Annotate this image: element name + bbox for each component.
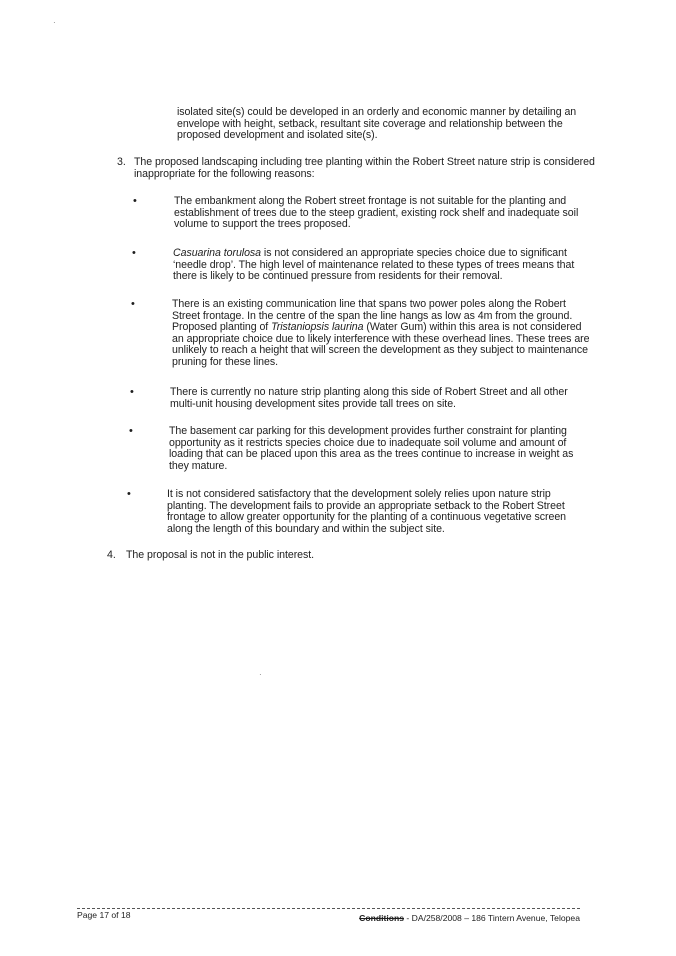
item-3-number: 3. bbox=[117, 156, 126, 168]
species-name: Tristaniopsis laurina bbox=[271, 321, 364, 334]
bullet-4-text: There is currently no nature strip planting along this side of Robert Street and all other multi-unit housing development sites provide tall trees on site. bbox=[170, 386, 568, 410]
bullet-marker: • bbox=[132, 247, 136, 259]
page-number: Page 17 of 18 bbox=[77, 910, 131, 920]
bullet-5-text: The basement car parking for this development provides further constraint for planting opportunity as it restricts species choice due to inadequate soil volume and amount of loading that can be placed upon this area as the trees continue to increase in weight as they mature. bbox=[169, 425, 574, 472]
struck-word: Conditions bbox=[359, 913, 404, 923]
bullet-3-text bbox=[172, 299, 592, 369]
scan-speck: · bbox=[259, 670, 262, 679]
bullet-marker: • bbox=[131, 298, 135, 310]
bullet-marker: • bbox=[133, 195, 137, 207]
species-name: Casuarina torulosa bbox=[173, 247, 262, 259]
footer-rule bbox=[77, 908, 580, 909]
bullet-marker: • bbox=[129, 425, 133, 437]
scan-speck: · bbox=[53, 18, 56, 27]
bullet-2-text bbox=[173, 248, 593, 283]
bullet-2-body: is not considered an appropriate species choice due to significant ‘needle drop’. The high level of maintenance related to these types of trees means that there is likely to be continued pressure from residents for their removal. bbox=[173, 247, 575, 283]
bullet-3-body-end: (Water Gum) within this area is not considered an appropriate choice due to likely interference with these overhead lines. These trees are unlikely to reach a height that will screen the development as they subject to maintenance pruning for these lines. bbox=[172, 321, 590, 368]
intro-paragraph: isolated site(s) could be developed in an orderly and economic manner by detailing an envelope with height, setback, resultant site coverage and relationship between the proposed development and isolated site(s). bbox=[177, 106, 577, 142]
footer-ref-text: - DA/258/2008 – 186 Tintern Avenue, Telopea bbox=[404, 913, 580, 923]
bullet-3-body-start: There is an existing communication line that spans two power poles along the Robert Street frontage. In the centre of the span the line hangs as low as 4m from the ground. Proposed planting of bbox=[172, 298, 573, 334]
bullet-marker: • bbox=[130, 386, 134, 398]
item-4-text: The proposal is not in the public interest. bbox=[126, 549, 315, 561]
bullet-6-text: It is not considered satisfactory that the development solely relies upon nature strip planting. The development fails to provide an appropriate setback to the Robert Street frontage to allow greater opportunity for the planting of a continuous vegetative screen along the length of this boundary and within the subject site. bbox=[167, 488, 567, 535]
item-4-number: 4. bbox=[107, 549, 116, 561]
bullet-1-text: The embankment along the Robert street frontage is not suitable for the planting and establishment of trees due to the steep gradient, existing rock shelf and inadequate soil volume to support the trees proposed. bbox=[174, 195, 579, 231]
bullet-marker: • bbox=[127, 488, 131, 500]
footer-reference bbox=[359, 913, 580, 923]
item-3-text: The proposed landscaping including tree planting within the Robert Street nature strip is considered inappropriate for the following reasons: bbox=[134, 156, 595, 180]
